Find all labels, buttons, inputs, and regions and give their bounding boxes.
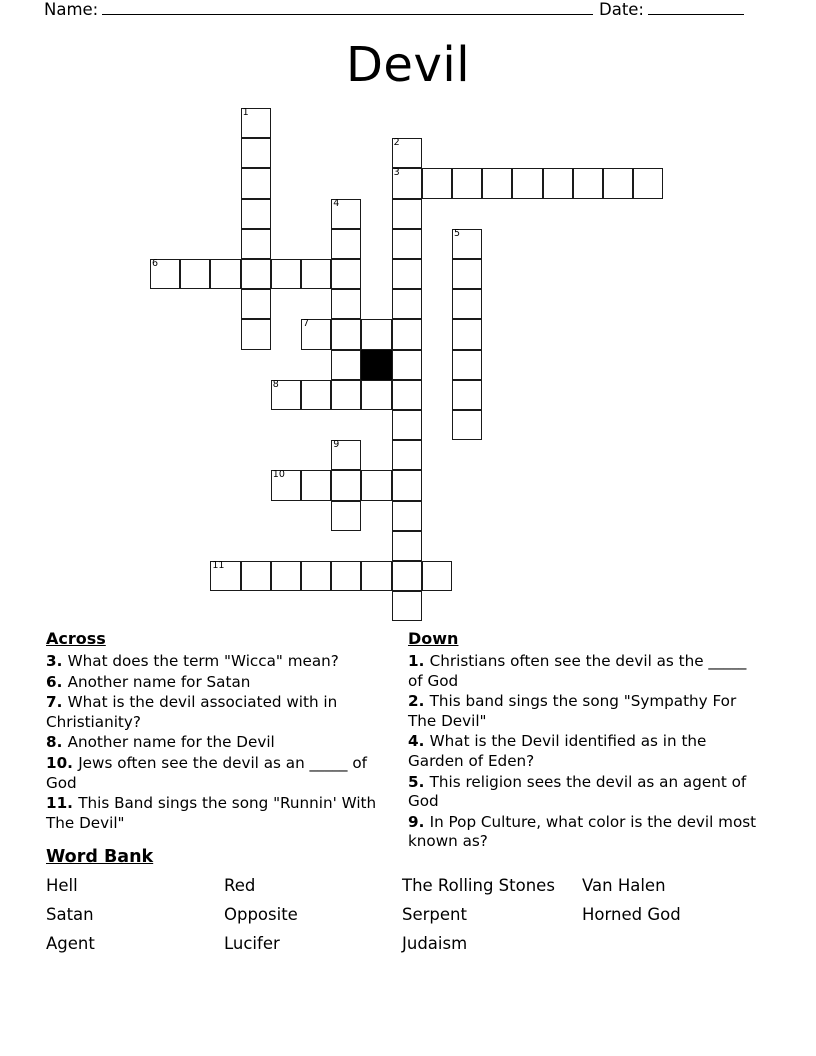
clues-section bbox=[0, 629, 816, 851]
crossword-cell-number: 7 bbox=[303, 318, 310, 330]
clue-text: This religion sees the devil as an agent of God bbox=[408, 772, 747, 811]
across-clue-3 bbox=[46, 652, 398, 672]
clue-number: 3. bbox=[46, 652, 68, 670]
crossword-cell[interactable] bbox=[392, 168, 422, 198]
across-clue-8 bbox=[46, 733, 398, 753]
clue-text: What is the Devil identified as in the Garden of Eden? bbox=[408, 732, 707, 770]
name-date-row bbox=[44, 0, 744, 24]
crossword-cell[interactable] bbox=[271, 470, 301, 500]
word-bank-empty bbox=[582, 933, 762, 954]
crossword-cell[interactable] bbox=[392, 199, 422, 229]
clue-number: 8. bbox=[46, 733, 68, 752]
word-bank-section bbox=[46, 845, 776, 954]
clue-number: 10. bbox=[46, 753, 79, 772]
clue-text: Another name for Satan bbox=[67, 672, 251, 691]
crossword-cell[interactable] bbox=[482, 168, 512, 198]
clue-text: Jews often see the devil as an _____ of God bbox=[46, 753, 367, 792]
clue-text: Another name for the Devil bbox=[67, 733, 275, 752]
across-heading: Across bbox=[46, 629, 106, 648]
crossword-cell[interactable] bbox=[301, 380, 331, 410]
crossword-cell-number: 1 bbox=[242, 107, 249, 118]
crossword-cell[interactable] bbox=[422, 168, 452, 198]
crossword-cell[interactable] bbox=[331, 501, 361, 531]
crossword-cell-number: 2 bbox=[393, 137, 400, 149]
crossword-cell[interactable] bbox=[392, 440, 422, 470]
clue-number: 2. bbox=[408, 692, 430, 711]
clue-number: 7. bbox=[46, 693, 68, 712]
crossword-cell[interactable] bbox=[271, 380, 301, 410]
down-heading: Down bbox=[408, 629, 459, 648]
down-clue-2 bbox=[408, 692, 758, 731]
crossword-cell[interactable] bbox=[331, 259, 361, 289]
word-bank-heading: Word Bank bbox=[46, 847, 154, 867]
crossword-cell[interactable] bbox=[603, 168, 633, 198]
down-clues-column bbox=[408, 629, 758, 853]
clue-number: 1. bbox=[408, 652, 430, 670]
crossword-cell[interactable] bbox=[392, 319, 422, 349]
word-bank-word[interactable]: Horned God bbox=[582, 905, 681, 924]
crossword-cell[interactable] bbox=[452, 410, 482, 440]
crossword-cell[interactable] bbox=[301, 470, 331, 500]
crossword-cell[interactable] bbox=[392, 380, 422, 410]
crossword-cell[interactable] bbox=[210, 259, 240, 289]
clue-text: What does the term "Wicca" mean? bbox=[67, 652, 339, 670]
page-title: Devil bbox=[345, 37, 471, 93]
down-clue-4 bbox=[408, 732, 758, 771]
across-clue-list bbox=[46, 652, 398, 833]
crossword-cell[interactable] bbox=[331, 319, 361, 349]
clue-number: 5. bbox=[408, 772, 430, 791]
crossword-cell[interactable] bbox=[331, 470, 361, 500]
word-bank-word[interactable]: Serpent bbox=[402, 905, 467, 924]
crossword-cell[interactable] bbox=[241, 168, 271, 198]
word-bank-word[interactable]: Lucifer bbox=[224, 934, 280, 953]
crossword-cell[interactable] bbox=[150, 259, 180, 289]
crossword-cell[interactable] bbox=[392, 501, 422, 531]
crossword-cell[interactable] bbox=[241, 259, 271, 289]
clue-number: 4. bbox=[408, 732, 430, 751]
crossword-cell[interactable] bbox=[241, 138, 271, 168]
crossword-cell[interactable] bbox=[331, 350, 361, 380]
down-clue-1 bbox=[408, 652, 758, 691]
across-clue-6 bbox=[46, 673, 398, 693]
crossword-cell[interactable] bbox=[452, 168, 482, 198]
crossword-cell[interactable] bbox=[331, 289, 361, 319]
crossword-cell[interactable] bbox=[241, 289, 271, 319]
crossword-cell[interactable] bbox=[392, 259, 422, 289]
crossword-cell[interactable] bbox=[452, 289, 482, 319]
crossword-cell[interactable] bbox=[301, 259, 331, 289]
crossword-cell-number: 10 bbox=[272, 469, 285, 481]
crossword-cell[interactable] bbox=[241, 319, 271, 349]
word-bank-word[interactable]: Hell bbox=[46, 876, 78, 895]
crossword-cell[interactable] bbox=[392, 410, 422, 440]
crossword-cell[interactable] bbox=[241, 229, 271, 259]
word-bank-word[interactable]: Agent bbox=[46, 934, 95, 953]
crossword-cell-number: 11 bbox=[212, 560, 225, 571]
date-label: Date: bbox=[599, 0, 644, 19]
crossword-cell[interactable] bbox=[512, 168, 542, 198]
crossword-cell-number: 3 bbox=[393, 167, 400, 179]
across-clues-column bbox=[46, 629, 398, 834]
crossword-cell[interactable] bbox=[331, 380, 361, 410]
across-clue-11 bbox=[46, 794, 398, 833]
name-write-line[interactable] bbox=[102, 14, 593, 15]
crossword-cell[interactable] bbox=[210, 561, 240, 591]
down-clue-list bbox=[408, 652, 758, 852]
crossword-cell[interactable] bbox=[452, 350, 482, 380]
name-label: Name: bbox=[44, 0, 99, 19]
date-write-line[interactable] bbox=[648, 14, 744, 15]
word-bank-word[interactable]: The Rolling Stones bbox=[402, 876, 555, 895]
crossword-cell[interactable] bbox=[331, 199, 361, 229]
word-bank-word[interactable]: Judaism bbox=[402, 934, 468, 953]
clue-text: In Pop Culture, what color is the devil most known as? bbox=[408, 812, 757, 851]
crossword-cell-number: 5 bbox=[454, 227, 461, 239]
crossword-cell[interactable] bbox=[573, 168, 603, 198]
word-bank-grid bbox=[46, 875, 776, 954]
crossword-cell[interactable] bbox=[271, 561, 301, 591]
clue-number: 11. bbox=[46, 794, 79, 813]
crossword-cell[interactable] bbox=[392, 350, 422, 380]
crossword-cell[interactable] bbox=[392, 138, 422, 168]
clue-text: What is the devil associated with in Christianity? bbox=[46, 693, 338, 731]
crossword-cell[interactable] bbox=[422, 561, 452, 591]
clue-text: This Band sings the song "Runnin' With The Devil" bbox=[46, 794, 377, 832]
word-bank-word[interactable]: Satan bbox=[46, 905, 94, 924]
clue-number: 6. bbox=[46, 672, 68, 691]
crossword-cell[interactable] bbox=[452, 319, 482, 349]
clue-number: 9. bbox=[408, 812, 430, 831]
crossword-cell[interactable] bbox=[301, 561, 331, 591]
crossword-cell[interactable] bbox=[180, 259, 210, 289]
crossword-cell[interactable] bbox=[452, 380, 482, 410]
crossword-cell[interactable] bbox=[241, 561, 271, 591]
crossword-cell[interactable] bbox=[331, 440, 361, 470]
crossword-cell[interactable] bbox=[361, 380, 391, 410]
crossword-cell[interactable] bbox=[361, 470, 391, 500]
crossword-cell[interactable] bbox=[392, 561, 422, 591]
crossword-cell[interactable] bbox=[301, 319, 331, 349]
clue-text: This band sings the song "Sympathy For The Devil" bbox=[408, 692, 737, 730]
crossword-cell-number: 9 bbox=[333, 439, 340, 451]
crossword-cell[interactable] bbox=[241, 199, 271, 229]
crossword-block-cell bbox=[361, 350, 391, 380]
clue-text: Christians often see the devil as the _____ of God bbox=[408, 652, 747, 690]
crossword-cell[interactable] bbox=[633, 168, 663, 198]
crossword-cell[interactable] bbox=[241, 108, 271, 138]
crossword-cell[interactable] bbox=[392, 229, 422, 259]
crossword-cell[interactable] bbox=[452, 259, 482, 289]
crossword-cell[interactable] bbox=[271, 259, 301, 289]
word-bank-word[interactable]: Opposite bbox=[224, 905, 298, 924]
crossword-cell[interactable] bbox=[452, 229, 482, 259]
crossword-cell[interactable] bbox=[361, 561, 391, 591]
crossword-cell[interactable] bbox=[331, 229, 361, 259]
crossword-cell-number: 4 bbox=[333, 197, 340, 209]
word-bank-word[interactable]: Red bbox=[224, 876, 256, 895]
word-bank-word[interactable]: Van Halen bbox=[582, 876, 666, 895]
crossword-cell[interactable] bbox=[392, 470, 422, 500]
across-clue-7 bbox=[46, 693, 398, 732]
crossword-cell[interactable] bbox=[392, 531, 422, 561]
crossword-cell-number: 6 bbox=[152, 258, 159, 269]
crossword-grid[interactable] bbox=[150, 108, 680, 638]
crossword-cell[interactable] bbox=[392, 289, 422, 319]
down-clue-5 bbox=[408, 773, 758, 812]
crossword-cell[interactable] bbox=[392, 591, 422, 621]
crossword-cell[interactable] bbox=[361, 319, 391, 349]
crossword-cell[interactable] bbox=[331, 561, 361, 591]
across-clue-10 bbox=[46, 754, 398, 793]
crossword-cell[interactable] bbox=[543, 168, 573, 198]
crossword-cell-number: 8 bbox=[272, 378, 279, 390]
